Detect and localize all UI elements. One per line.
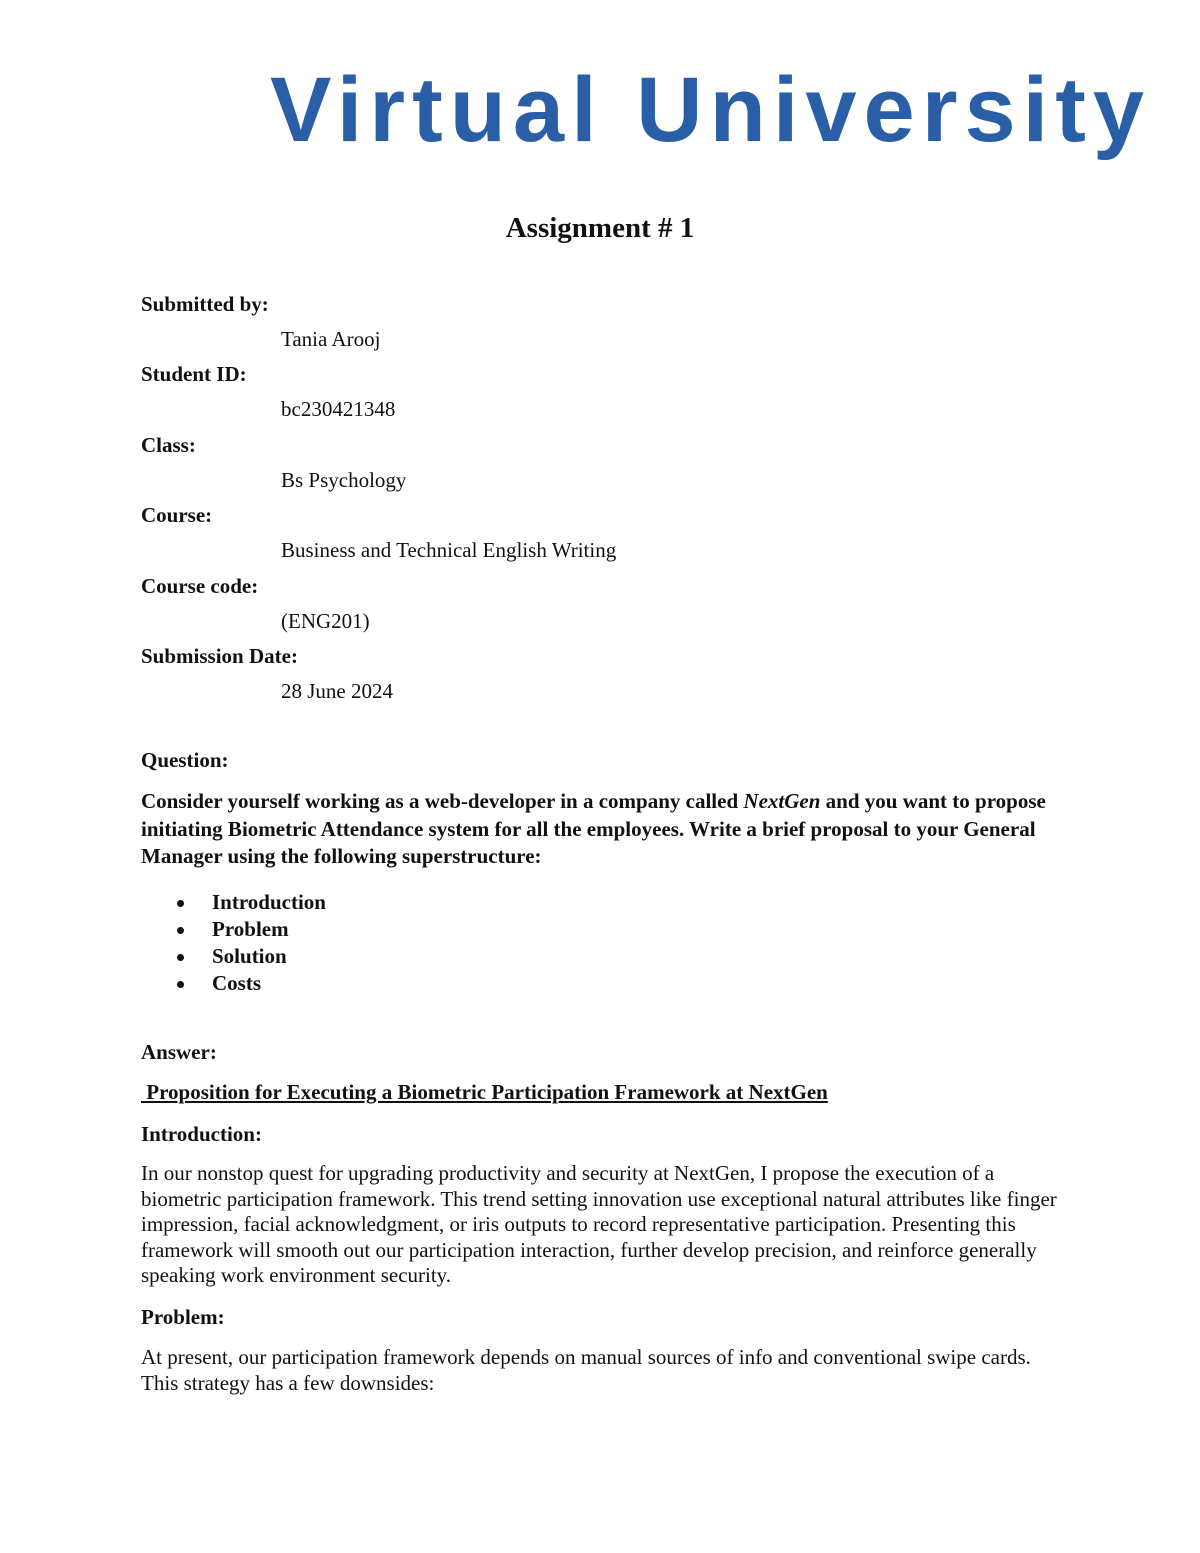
question-text — [141, 788, 1061, 871]
bullet-icon — [177, 927, 184, 934]
submission-date-label: Submission Date: — [141, 644, 298, 668]
bullet-icon — [177, 900, 184, 907]
question-text-after: and you want to propose initiating Biometric Attendance system for all the employees. Write a brief proposal to your General Manager using the following superstructure: — [141, 789, 1046, 868]
submission-date-value: 28 June 2024 — [281, 679, 393, 703]
list-item-label: Problem — [212, 917, 289, 941]
question-text-before: Consider yourself working as a web-developer in a company called — [141, 789, 744, 813]
list-item — [141, 943, 326, 970]
superstructure-list — [141, 889, 326, 997]
list-item-label: Costs — [212, 971, 262, 995]
bullet-icon — [177, 954, 184, 961]
list-item — [141, 889, 326, 916]
class-label: Class: — [141, 433, 196, 457]
list-item-label: Introduction — [212, 890, 326, 914]
submitted-by-label: Submitted by: — [141, 292, 269, 316]
course-label: Course: — [141, 503, 213, 527]
course-code-value: (ENG201) — [281, 609, 370, 633]
list-item — [141, 916, 326, 943]
submitted-by-value: Tania Arooj — [281, 327, 381, 351]
university-logo — [270, 59, 1152, 164]
introduction-heading: Introduction: — [141, 1122, 262, 1146]
bullet-icon — [177, 981, 184, 988]
course-value: Business and Technical English Writing — [281, 538, 617, 562]
class-value: Bs Psychology — [281, 468, 407, 492]
problem-paragraph: At present, our participation framework depends on manual sources of info and conventional swipe cards. This strategy has a few downsides: — [141, 1345, 1031, 1395]
student-id-label: Student ID: — [141, 362, 247, 386]
company-name: NextGen — [743, 789, 821, 813]
question-label: Question: — [141, 748, 229, 772]
answer-title: Proposition for Executing a Biometric Participation Framework at NextGen — [141, 1080, 828, 1104]
list-item-label: Solution — [212, 944, 287, 968]
logo-text: Virtual University — [270, 59, 1152, 161]
assignment-title: Assignment # 1 — [505, 212, 695, 244]
student-id-value: bc230421348 — [281, 397, 396, 421]
problem-heading: Problem: — [141, 1305, 225, 1329]
introduction-paragraph: In our nonstop quest for upgrading productivity and security at NextGen, I propose the execution of a biometric participation framework. This trend setting innovation use exceptional natural attributes like finger impression, facial acknowledgment, or iris outputs to record representative participation. Presenting this framework will smooth out our participation interaction, further develop precision, and reinforce generally speaking work environment security. — [141, 1161, 1057, 1288]
answer-label: Answer: — [141, 1040, 217, 1064]
list-item — [141, 970, 326, 997]
course-code-label: Course code: — [141, 574, 259, 598]
